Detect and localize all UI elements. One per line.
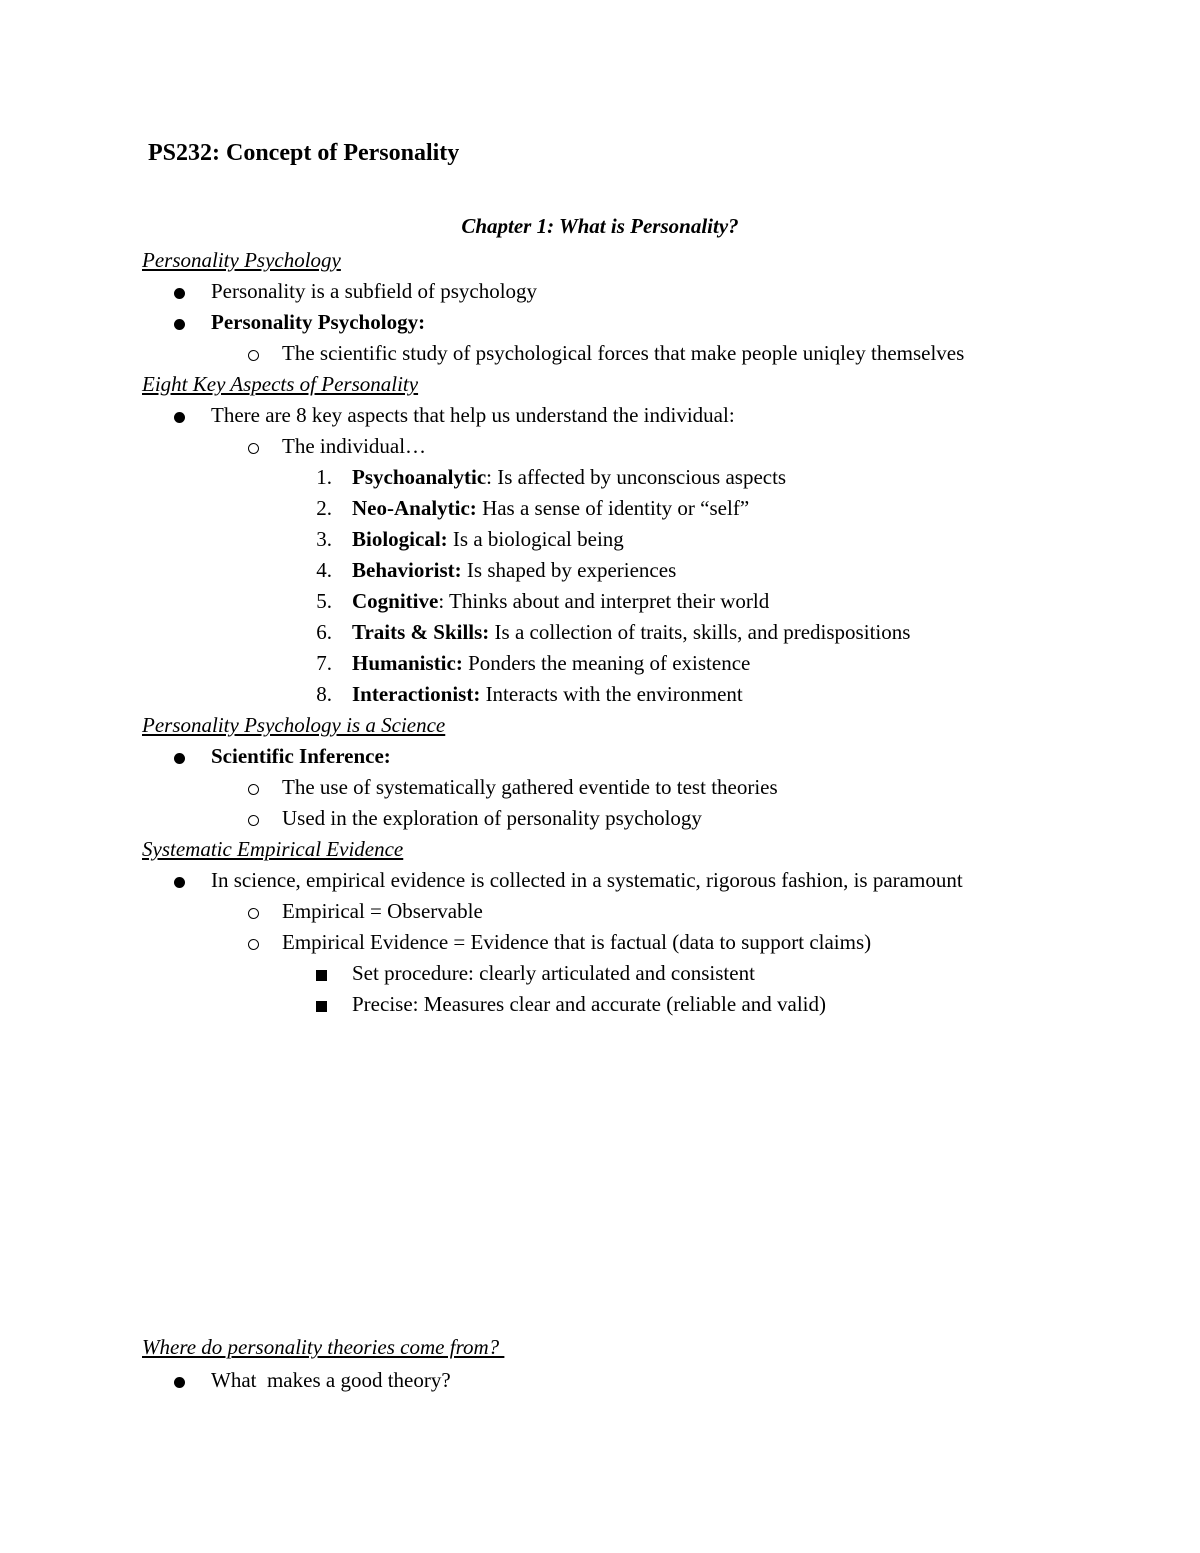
list-item: The scientific study of psychological forces that make people uniqley themselves bbox=[282, 341, 965, 365]
section-heading-science: Personality Psychology is a Science bbox=[142, 713, 446, 737]
bullet-disc-icon bbox=[174, 308, 185, 336]
document-title: PS232: Concept of Personality bbox=[148, 140, 460, 166]
term-label: Behaviorist: bbox=[352, 558, 462, 582]
list-item: Personality is a subfield of psychology bbox=[211, 279, 538, 303]
list-number: 5. bbox=[316, 589, 332, 613]
bullet-disc-icon bbox=[174, 742, 185, 770]
list-item: What makes a good theory? bbox=[211, 1368, 451, 1392]
list-item bbox=[352, 494, 749, 522]
bullet-square-icon bbox=[316, 959, 327, 987]
bullet-square-icon bbox=[316, 990, 327, 1018]
section-heading-eight-aspects: Eight Key Aspects of Personality bbox=[142, 372, 419, 396]
list-item bbox=[352, 618, 910, 646]
list-item: Set procedure: clearly articulated and consistent bbox=[352, 961, 755, 985]
bullet-disc-icon bbox=[174, 277, 185, 305]
term-description: : Is affected by unconscious aspects bbox=[486, 465, 787, 489]
list-item bbox=[352, 556, 676, 584]
term-description: Is shaped by experiences bbox=[461, 558, 677, 582]
list-number: 6. bbox=[316, 620, 332, 644]
term-description: Is a biological being bbox=[447, 527, 624, 551]
term-label: Biological: bbox=[352, 527, 448, 551]
bullet-circle-icon bbox=[248, 804, 259, 832]
term-label: Humanistic: bbox=[352, 651, 463, 675]
bullet-disc-icon bbox=[174, 866, 185, 894]
bullet-disc-icon bbox=[174, 1366, 185, 1394]
term-label: Neo-Analytic: bbox=[352, 496, 477, 520]
term-description: Is a collection of traits, skills, and predispositions bbox=[489, 620, 911, 644]
list-item bbox=[352, 525, 624, 553]
list-item: Empirical Evidence = Evidence that is factual (data to support claims) bbox=[282, 930, 872, 954]
term-description: : Thinks about and interpret their world bbox=[438, 589, 770, 613]
section-heading-personality-psychology: Personality Psychology bbox=[142, 248, 341, 272]
bullet-disc-icon bbox=[174, 401, 185, 429]
list-item bbox=[352, 649, 750, 677]
list-item: There are 8 key aspects that help us understand the individual: bbox=[211, 403, 735, 427]
bullet-circle-icon bbox=[248, 339, 259, 367]
term-label: Traits & Skills: bbox=[352, 620, 490, 644]
list-item bbox=[352, 587, 769, 615]
list-item: Precise: Measures clear and accurate (reliable and valid) bbox=[352, 992, 826, 1016]
section-heading-theories: Where do personality theories come from? bbox=[142, 1335, 505, 1359]
term-label: Personality Psychology: bbox=[211, 310, 426, 334]
term-description: Ponders the meaning of existence bbox=[462, 651, 751, 675]
term-label: Psychoanalytic bbox=[352, 465, 487, 489]
list-item bbox=[352, 680, 743, 708]
term-label: Cognitive bbox=[352, 589, 439, 613]
list-item: In science, empirical evidence is collected in a systematic, rigorous fashion, is paramount bbox=[211, 868, 963, 892]
bullet-circle-icon bbox=[248, 773, 259, 801]
list-number: 7. bbox=[316, 651, 332, 675]
list-item bbox=[211, 308, 425, 336]
section-heading-empirical: Systematic Empirical Evidence bbox=[142, 837, 404, 861]
list-item bbox=[211, 742, 391, 770]
list-number: 2. bbox=[316, 496, 332, 520]
term-description: Interacts with the environment bbox=[480, 682, 743, 706]
list-item: The individual… bbox=[282, 434, 427, 458]
bullet-circle-icon bbox=[248, 897, 259, 925]
list-number: 4. bbox=[316, 558, 332, 582]
term-description: Has a sense of identity or “self” bbox=[476, 496, 750, 520]
bullet-circle-icon bbox=[248, 928, 259, 956]
list-number: 8. bbox=[316, 682, 332, 706]
list-number: 1. bbox=[316, 465, 332, 489]
list-item: Used in the exploration of personality psychology bbox=[282, 806, 702, 830]
list-number: 3. bbox=[316, 527, 332, 551]
chapter-heading: Chapter 1: What is Personality? bbox=[461, 214, 739, 238]
list-item bbox=[352, 463, 786, 491]
term-label: Scientific Inference: bbox=[211, 744, 391, 768]
term-label: Interactionist: bbox=[352, 682, 481, 706]
bullet-circle-icon bbox=[248, 432, 259, 460]
list-item: The use of systematically gathered eventide to test theories bbox=[282, 775, 778, 799]
list-item: Empirical = Observable bbox=[282, 899, 483, 923]
